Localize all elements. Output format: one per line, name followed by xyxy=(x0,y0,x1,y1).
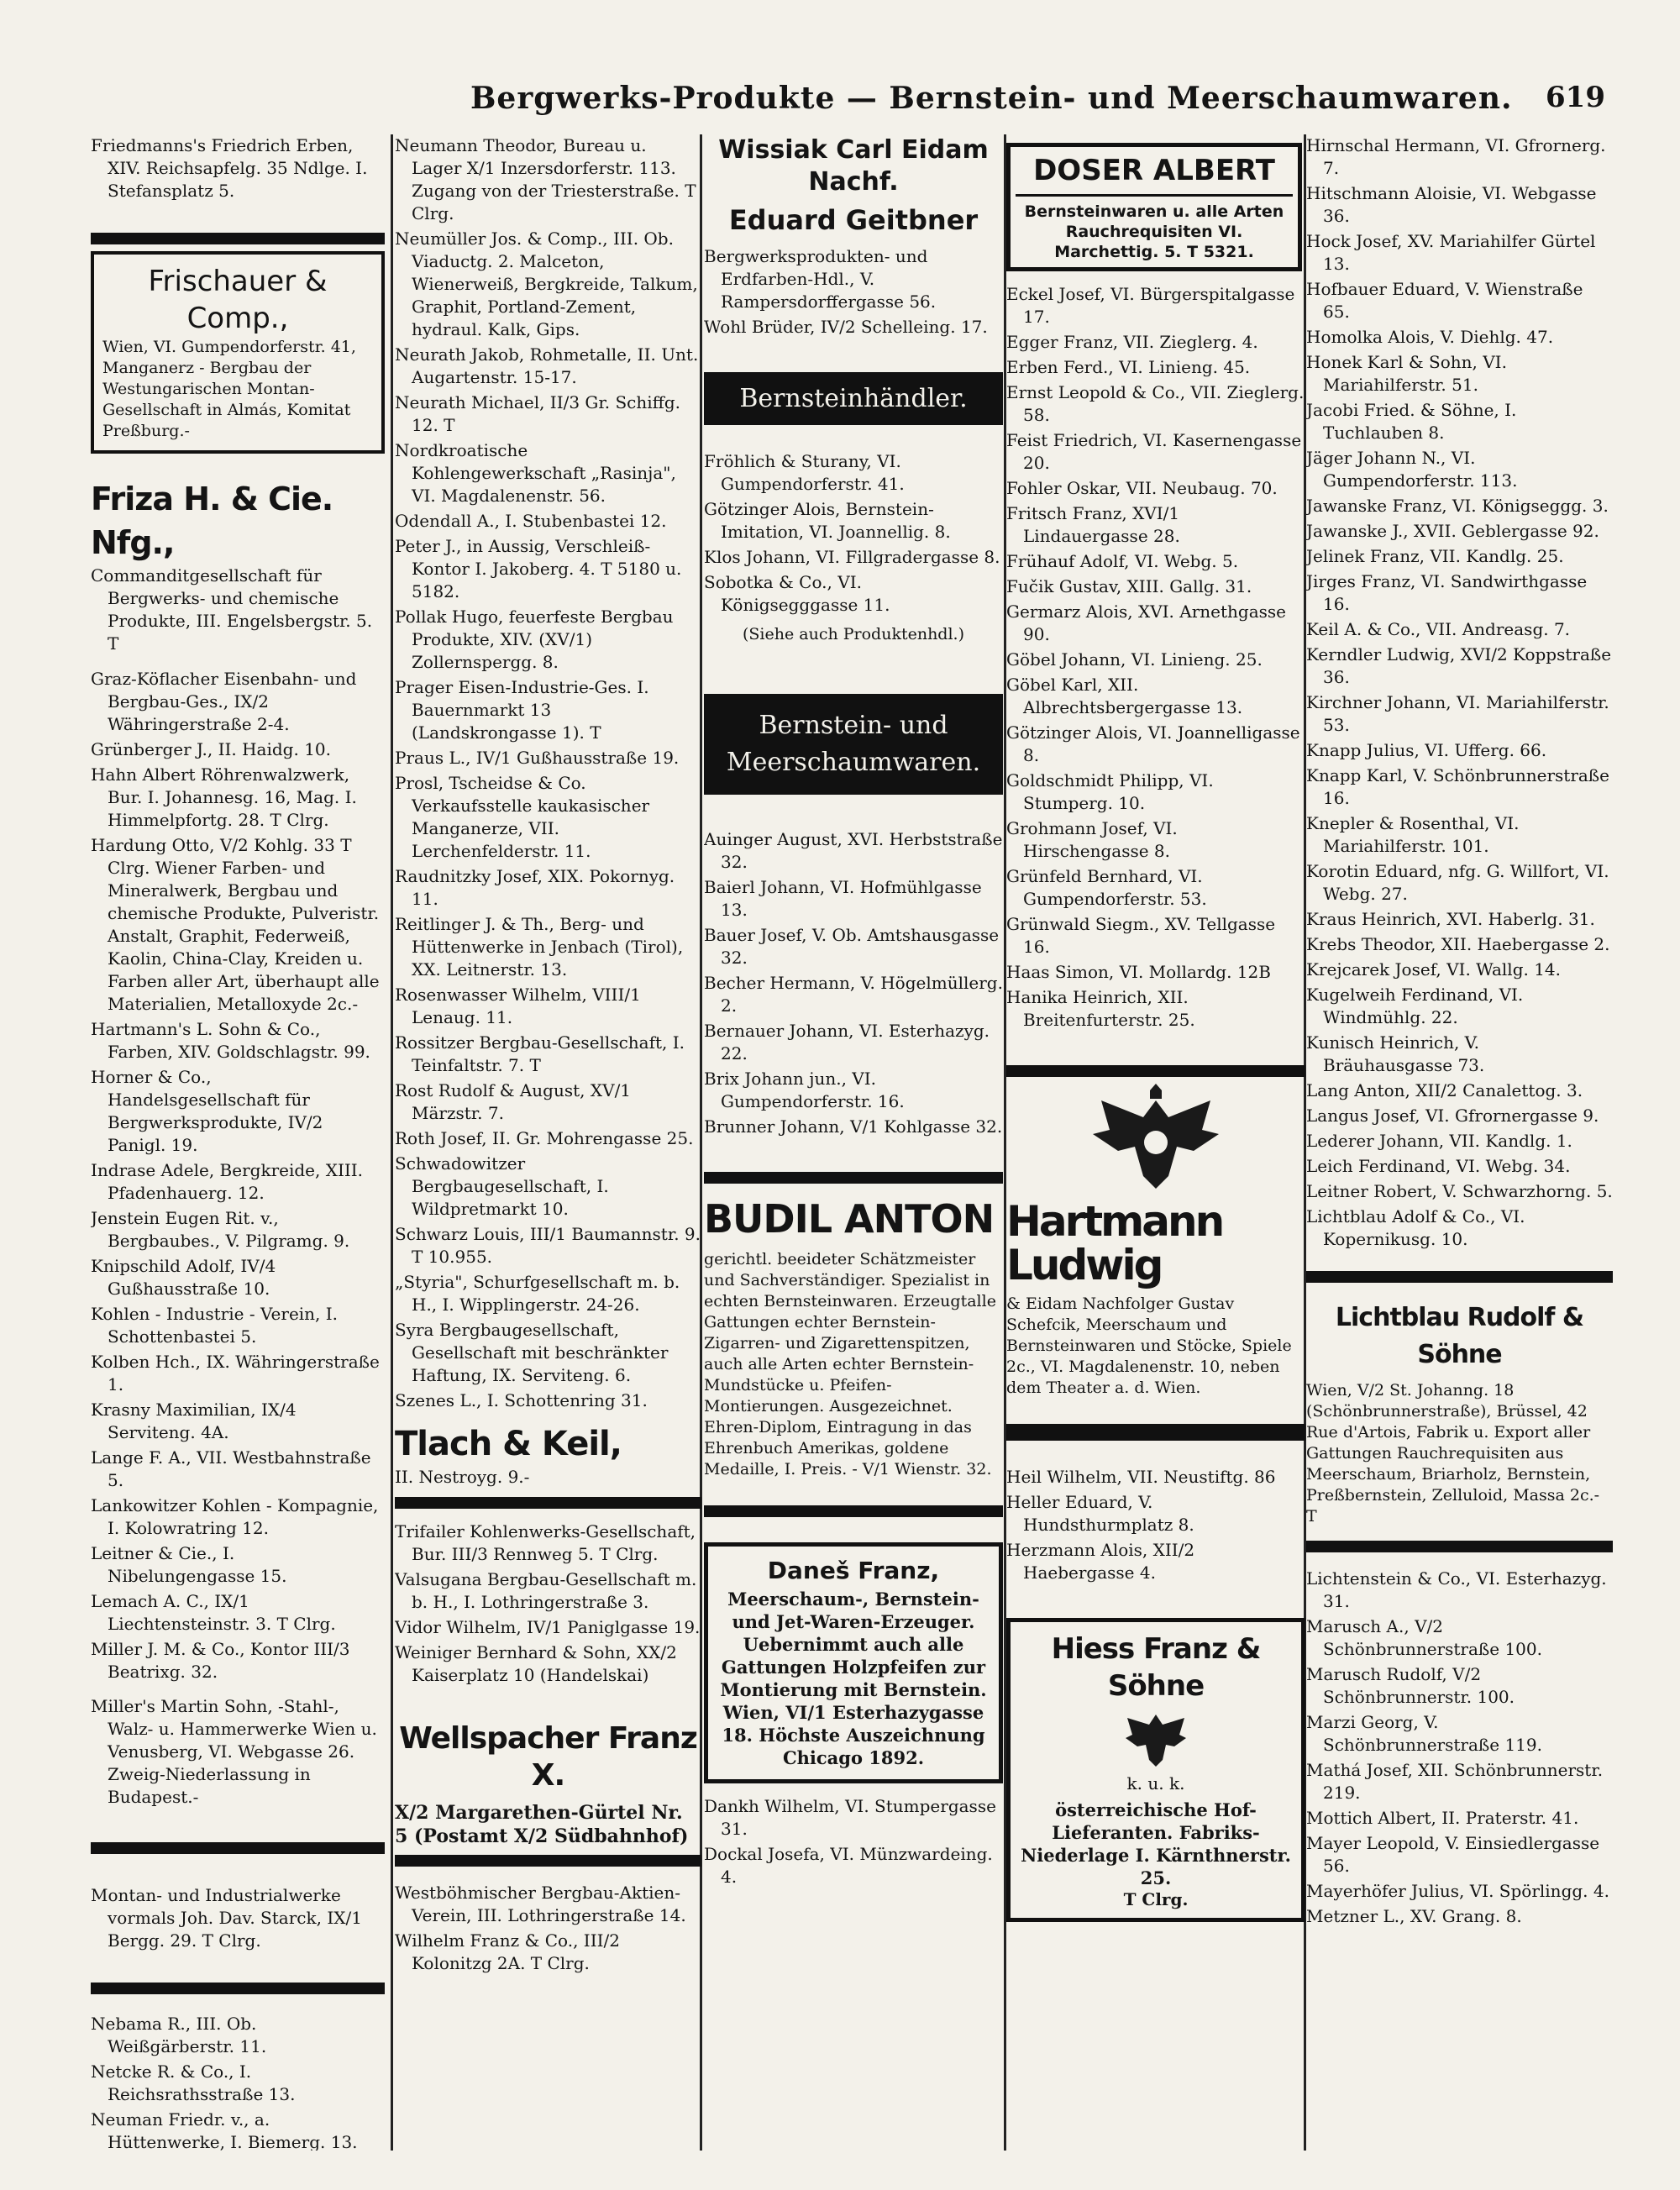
list-item: Grünfeld Bernhard, VI. Gumpendorferstr. 53. xyxy=(1006,866,1207,909)
ad-tlach-title: Tlach & Keil, xyxy=(395,1425,622,1463)
list-item: Klos Johann, VI. Fillgradergasse 8. xyxy=(704,547,1000,567)
list-item: Hitschmann Aloisie, VI. Webgasse 36. xyxy=(1306,183,1597,226)
list-item: Mottich Albert, II. Praterstr. 41. xyxy=(1306,1808,1579,1828)
list-item: Friedmanns's Friedrich Erben, XIV. Reichsapfelg. 35 Ndlge. I. Stefansplatz 5. xyxy=(91,135,368,201)
list-item: Auinger August, XVI. Herbststraße 32. xyxy=(704,829,1003,872)
list-item: Neumüller Jos. & Comp., III. Ob. Viaductg. 2. Malceton, Wienerweiß, Bergkreide, Talkum, Graphit, Portland-Zement, hydraul. Kalk, Gips. xyxy=(395,228,698,339)
list-item: Trifailer Kohlenwerks-Gesellschaft, Bur. III/3 Rennweg 5. T Clrg. xyxy=(395,1521,696,1564)
list-item: Lichtenstein & Co., VI. Esterhazyg. 31. xyxy=(1306,1568,1607,1611)
list-item: Hartmann's L. Sohn & Co., Farben, XIV. Goldschlagstr. 99. xyxy=(91,1019,370,1062)
list-item: Becher Hermann, V. Högelmüllerg. 2. xyxy=(704,973,1003,1016)
list-item: Leitner Robert, V. Schwarzhorng. 5. xyxy=(1306,1181,1613,1201)
section-heading-line: Bernstein- und xyxy=(759,711,948,740)
list-item: Krasny Maximilian, IX/4 Serviteng. 4A. xyxy=(91,1400,297,1442)
list-item: Knepler & Rosenthal, VI. Mariahilferstr. 101. xyxy=(1306,813,1520,856)
cross-reference-note: (Siehe auch Produktenhdl.) xyxy=(742,625,964,643)
list-item: Fohler Oskar, VII. Neubaug. 70. xyxy=(1006,478,1278,498)
ad-subtitle: Eduard Geitbner xyxy=(728,204,979,236)
section-heading: Bernsteinhändler. xyxy=(704,372,1003,425)
list-item: Lange F. A., VII. Westbahnstraße 5. xyxy=(91,1447,371,1490)
list-item: Wohl Brüder, IV/2 Schelleing. 17. xyxy=(704,317,988,337)
list-item: Bauer Josef, V. Ob. Amtshausgasse 32. xyxy=(704,925,1000,968)
list-item: Krebs Theodor, XII. Haebergasse 2. xyxy=(1306,934,1610,954)
list-item: Dockal Josefa, VI. Münzwardeing. 4. xyxy=(704,1844,993,1887)
column-5 xyxy=(1306,134,1613,2151)
ad-hiess xyxy=(1006,1618,1305,1922)
divider xyxy=(1306,1541,1613,1552)
list-item: Neumann Theodor, Bureau u. Lager X/1 Inzersdorferstr. 113. Zugang von der Triesterstraße. T Clrg. xyxy=(395,135,696,223)
list-item: Goldschmidt Philipp, VI. Stumperg. 10. xyxy=(1006,770,1214,813)
ad-text: österreichische Hof-Lieferanten. Fabriks-Niederlage I. Kärnthnerstr. 25. xyxy=(1021,1799,1291,1888)
list-item: Erben Ferd., VI. Linieng. 45. xyxy=(1006,357,1251,377)
list-item: Feist Friedrich, VI. Kasernengasse 20. xyxy=(1006,430,1302,473)
list-item: Brunner Johann, V/1 Kohlgasse 32. xyxy=(704,1116,1003,1137)
column-1 xyxy=(91,134,385,2151)
list-item: Eckel Josef, VI. Bürgerspitalgasse 17. xyxy=(1006,284,1295,327)
list-item: Korotin Eduard, nfg. G. Willfort, VI. Webg. 27. xyxy=(1306,861,1609,904)
list-item: Knapp Karl, V. Schönbrunnerstraße 16. xyxy=(1306,765,1609,808)
ad-rule xyxy=(91,233,385,244)
list-item: Kraus Heinrich, XVI. Haberlg. 31. xyxy=(1306,909,1595,929)
list-item: Jirges Franz, VI. Sandwirthgasse 16. xyxy=(1306,571,1588,614)
divider xyxy=(704,1172,1003,1184)
list-item: Mathá Josef, XII. Schönbrunnerstr. 219. xyxy=(1306,1760,1604,1803)
column-rule xyxy=(391,134,393,2151)
list-item: Kolben Hch., IX. Währingerstraße 1. xyxy=(91,1352,380,1394)
list-item: Keil A. & Co., VII. Andreasg. 7. xyxy=(1306,619,1571,639)
ad-text: Bernsteinwaren u. alle Arten Rauchrequisiten VI. Marchettig. 5. T 5321. xyxy=(1024,202,1284,261)
divider xyxy=(1306,1271,1613,1283)
list-item: Heller Eduard, V. Hundsthurmplatz 8. xyxy=(1006,1492,1194,1535)
list-item: Lederer Johann, VII. Kandlg. 1. xyxy=(1306,1131,1572,1151)
list-item: Homolka Alois, V. Diehlg. 47. xyxy=(1306,327,1554,347)
page-number: 619 xyxy=(1546,81,1605,114)
list-item: Wilhelm Franz & Co., III/2 Kolonitzg 2A. T Clrg. xyxy=(395,1930,620,1973)
list-item: Syra Bergbaugesellschaft, Gesellschaft mit beschränkter Haftung, IX. Serviteng. 6. xyxy=(395,1320,669,1385)
list-item: Raudnitzky Josef, XIX. Pokornyg. 11. xyxy=(395,866,675,909)
ad-title: Wellspacher Franz X. xyxy=(399,1721,697,1793)
list-item: Miller J. M. & Co., Kontor III/3 Beatrixg. 32. xyxy=(91,1639,350,1682)
list-item: Westböhmischer Bergbau-Aktien-Verein, III. Lothringerstraße 14. xyxy=(395,1883,686,1925)
list-item: Peter J., in Aussig, Verschleiß-Kontor I. Jakoberg. 4. T 5180 u. 5182. xyxy=(395,536,682,601)
list-item: Odendall A., I. Stubenbastei 12. xyxy=(395,511,667,531)
list-item: Hirnschal Hermann, VI. Gfrornerg. 7. xyxy=(1306,135,1606,178)
list-item: Roth Josef, II. Gr. Mohrengasse 25. xyxy=(395,1128,694,1148)
list-item: Jenstein Eugen Rit. v., Bergbaubes., V. Pilgramg. 9. xyxy=(91,1208,350,1251)
list-item: Grohmann Josef, VI. Hirschengasse 8. xyxy=(1006,818,1178,861)
list-item: Fritsch Franz, XVI/1 Lindauergasse 28. xyxy=(1006,503,1180,546)
list-item: Knipschild Adolf, IV/4 Gußhausstraße 10. xyxy=(91,1256,276,1299)
ad-title: Hiess Franz & Söhne xyxy=(1051,1632,1261,1703)
list-item: Vidor Wilhelm, IV/1 Paniglgasse 19. xyxy=(395,1617,701,1637)
ad-lichtblau-text: Wien, V/2 St. Johanng. 18 (Schönbrunnerstraße), Brüssel, 42 Rue d'Artois, Fabrik u. Export aller Gattungen Rauchrequisiten aus Meerschaum, Briarholz, Bernstein, Preßbernstein, Zelluloid, Massa 2c.- T xyxy=(1306,1381,1600,1526)
list-item: Grünberger J., II. Haidg. 10. xyxy=(91,739,331,759)
ad-title: Wissiak Carl Eidam Nachf. xyxy=(718,135,989,197)
ad-text: X/2 Margarethen-Gürtel Nr. 5 (Postamt X/2 Südbahnhof) xyxy=(395,1802,689,1847)
divider xyxy=(1006,1065,1305,1077)
list-item: Prager Eisen-Industrie-Ges. I. Bauernmarkt 13 (Landskrongasse 1). T xyxy=(395,677,649,743)
list-item: Honek Karl & Sohn, VI. Mariahilferstr. 51. xyxy=(1306,352,1507,395)
list-item: Pollak Hugo, feuerfeste Bergbau Produkte, XIV. (XV/1) Zollernspergg. 8. xyxy=(395,607,674,672)
list-item: Schwarz Louis, III/1 Baumannstr. 9. T 10.955. xyxy=(395,1224,701,1267)
list-item: Knapp Julius, VI. Ufferg. 66. xyxy=(1306,740,1547,760)
ad-wissiak xyxy=(704,134,1003,237)
list-item: Nebama R., III. Ob. Weißgärberstr. 11. xyxy=(91,2014,267,2056)
list-item: Lang Anton, XII/2 Canalettog. 3. xyxy=(1306,1080,1583,1100)
list-item: Bernauer Johann, VI. Esterhazyg. 22. xyxy=(704,1021,990,1063)
list-item: Rosenwasser Wilhelm, VIII/1 Lenaug. 11. xyxy=(395,985,641,1027)
list-item: Nordkroatische Kohlengewerkschaft „Rasinja", VI. Magdalenenstr. 56. xyxy=(395,440,676,506)
list-item: Kunisch Heinrich, V. Bräuhausgasse 73. xyxy=(1306,1032,1485,1075)
list-item: Lichtblau Adolf & Co., VI. Kopernikusg. 10. xyxy=(1306,1206,1525,1249)
list-item: Mayerhöfer Julius, VI. Spörlingg. 4. xyxy=(1306,1881,1609,1901)
list-item: Marzi Georg, V. Schönbrunnerstraße 119. xyxy=(1306,1712,1542,1755)
list-item: Praus L., IV/1 Gußhausstraße 19. xyxy=(395,748,680,768)
ad-hartmann-title: Hartmann Ludwig xyxy=(1006,1197,1223,1289)
list-item: Szenes L., I. Schottenring 31. xyxy=(395,1390,648,1410)
list-item: Commanditgesellschaft für Bergwerks- und chemische Produkte, III. Engelsbergstr. 5. T xyxy=(91,565,373,654)
ad-rule xyxy=(395,1855,701,1867)
list-item: Germarz Alois, XVI. Arnethgasse 90. xyxy=(1006,601,1286,644)
ad-budil-text: gerichtl. beeideter Schätzmeister und Sachverständiger. Spezialist in echten Bernsteinwaren. Erzeugtalle Gattungen echter Bernstein-Zigarren- und Zigarettenspitzen, auch alle Arten echter Bernstein-Mundstücke u. Pfeifen-Montierungen. Ausgezeichnet. Ehren-Diplom, Eintragung in das Ehrenbuch Amerikas, goldene Medaille, I. Preis. - V/1 Wienstr. 32. xyxy=(704,1250,996,1478)
list-item: Heil Wilhelm, VII. Neustiftg. 86 xyxy=(1006,1467,1276,1487)
list-item: Krejcarek Josef, VI. Wallg. 14. xyxy=(1306,959,1562,979)
section-heading-line: Meerschaumwaren. xyxy=(726,748,981,777)
ad-doser xyxy=(1006,143,1302,271)
list-item: Schwadowitzer Bergbaugesellschaft, I. Wildpretmarkt 10. xyxy=(395,1153,609,1219)
list-item: Haas Simon, VI. Mollardg. 12B xyxy=(1006,962,1271,982)
list-item: Hanika Heinrich, XII. Breitenfurterstr. 25. xyxy=(1006,987,1195,1030)
list-item: Neurath Jakob, Rohmetalle, II. Unt. Augartenstr. 15-17. xyxy=(395,344,699,387)
list-item: Grünwald Siegm., XV. Tellgasse 16. xyxy=(1006,914,1276,957)
list-item: Jawanske J., XVII. Geblergasse 92. xyxy=(1306,521,1599,541)
ad-budil-title: BUDIL ANTON xyxy=(704,1196,995,1242)
list-item: Hahn Albert Röhrenwalzwerk, Bur. I. Johannesg. 16, Mag. I. Himmelpfortg. 28. T Clrg. xyxy=(91,764,357,830)
ad-title: DOSER ALBERT xyxy=(1016,152,1293,197)
ad-title: Daneš Franz, xyxy=(767,1557,940,1584)
ad-ku: k. u. k. xyxy=(1126,1773,1185,1793)
list-item: Lankowitzer Kohlen - Kompagnie, I. Kolowratring 12. xyxy=(91,1495,379,1538)
ad-title: Frischauer & Comp., xyxy=(148,265,328,335)
list-item: Göbel Karl, XII. Albrechtsbergergasse 13. xyxy=(1006,675,1243,717)
list-item: Kohlen - Industrie - Verein, I. Schottenbastei 5. xyxy=(91,1304,339,1347)
double-eagle-crest-icon xyxy=(1084,1084,1227,1193)
section-heading xyxy=(704,694,1003,795)
list-item: Weiniger Bernhard & Sohn, XX/2 Kaiserplatz 10 (Handelskai) xyxy=(395,1642,677,1685)
ad-telephone: T Clrg. xyxy=(1123,1889,1189,1909)
divider xyxy=(91,1842,385,1854)
list-item: Prosl, Tscheidse & Co. Verkaufsstelle kaukasischer Manganerze, VII. Lerchenfelderstr. 11. xyxy=(395,773,650,861)
divider xyxy=(704,1505,1003,1517)
list-item: Miller's Martin Sohn, -Stahl-, Walz- u. Hammerwerke Wien u. Venusberg, VI. Webgasse 26. Zweig-Niederlassung in Budapest.- xyxy=(91,1696,377,1807)
column-3 xyxy=(704,134,1003,2151)
list-item: Rossitzer Bergbau-Gesellschaft, I. Teinfaltstr. 7. T xyxy=(395,1032,685,1075)
list-item: Sobotka & Co., VI. Königsegggasse 11. xyxy=(704,572,890,615)
list-item: Reitlinger J. & Th., Berg- und Hüttenwerke in Jenbach (Tirol), XX. Leitnerstr. 13. xyxy=(395,914,684,979)
list-item: Jacobi Fried. & Söhne, I. Tuchlauben 8. xyxy=(1306,400,1517,443)
list-item: Marusch Rudolf, V/2 Schönbrunnerstr. 100. xyxy=(1306,1664,1515,1707)
list-item: Jelinek Franz, VII. Kandlg. 25. xyxy=(1306,546,1564,566)
list-item: Herzmann Alois, XII/2 Haebergasse 4. xyxy=(1006,1540,1195,1583)
list-item: Leitner & Cie., I. Nibelungengasse 15. xyxy=(91,1543,287,1586)
list-item: Fröhlich & Sturany, VI. Gumpendorferstr. 41. xyxy=(704,451,905,494)
divider xyxy=(1006,1424,1305,1441)
list-item: Lemach A. C., IX/1 Liechtensteinstr. 3. T Clrg. xyxy=(91,1591,336,1634)
list-item: Netcke R. & Co., I. Reichsrathsstraße 13. xyxy=(91,2061,296,2104)
list-item: Hock Josef, XV. Mariahilfer Gürtel 13. xyxy=(1306,231,1596,274)
list-item: Göbel Johann, VI. Linieng. 25. xyxy=(1006,649,1263,670)
list-item: Graz-Köflacher Eisenbahn- und Bergbau-Ges., IX/2 Währingerstraße 2-4. xyxy=(91,669,357,734)
list-item: Marusch A., V/2 Schönbrunnerstraße 100. xyxy=(1306,1616,1542,1659)
list-item: Neuman Friedr. v., a. Hüttenwerke, I. Biemerg. 13. xyxy=(91,2109,358,2151)
ad-friza-title: Friza H. & Cie. Nfg., xyxy=(91,481,333,561)
ad-frischauer xyxy=(91,233,385,454)
list-item: Frühauf Adolf, VI. Webg. 5. xyxy=(1006,551,1239,571)
list-item: Kerndler Ludwig, XVI/2 Koppstraße 36. xyxy=(1306,644,1612,687)
list-item: Metzner L., XV. Grang. 8. xyxy=(1306,1906,1522,1926)
imperial-eagle-icon xyxy=(1122,1709,1189,1768)
list-item: Neurath Michael, II/3 Gr. Schiffg. 12. T xyxy=(395,392,681,435)
list-item: Baierl Johann, VI. Hofmühlgasse 13. xyxy=(704,877,982,920)
list-item: Jäger Johann N., VI. Gumpendorferstr. 113. xyxy=(1306,448,1518,491)
list-item: Kirchner Johann, VI. Mariahilferstr. 53. xyxy=(1306,692,1609,735)
running-title: Bergwerks-Produkte — Bernstein- und Meerschaumwaren. xyxy=(470,81,1513,116)
divider xyxy=(91,1983,385,1994)
list-item: Kugelweih Ferdinand, VI. Windmühlg. 22. xyxy=(1306,985,1524,1027)
list-item: Jawanske Franz, VI. Königseggg. 3. xyxy=(1306,496,1609,516)
ad-lichtblau-title: Lichtblau Rudolf & Söhne xyxy=(1335,1303,1584,1369)
list-item: Indrase Adele, Bergkreide, XIII. Pfadenhauerg. 12. xyxy=(91,1160,364,1203)
list-item: Horner & Co., Handelsgesellschaft für Bergwerksprodukte, IV/2 Panigl. 19. xyxy=(91,1067,323,1155)
list-item: Egger Franz, VII. Zieglerg. 4. xyxy=(1006,332,1258,352)
ad-hartmann-text: & Eidam Nachfolger Gustav Schefcik, Meerschaum und Bernsteinwaren und Stöcke, Spiele 2c., VI. Magdalenenstr. 10, neben dem Theater a. d. Wien. xyxy=(1006,1295,1292,1397)
list-item: Montan- und Industrialwerke vormals Joh. Dav. Starck, IX/1 Bergg. 29. T Clrg. xyxy=(91,1885,362,1951)
list-item: Dankh Wilhelm, VI. Stumpergasse 31. xyxy=(704,1796,996,1839)
list-item: Mayer Leopold, V. Einsiedlergasse 56. xyxy=(1306,1833,1600,1876)
list-item: Langus Josef, VI. Gfrornergasse 9. xyxy=(1306,1106,1599,1126)
list-item: Hofbauer Eduard, V. Wienstraße 65. xyxy=(1306,279,1583,322)
ad-danes xyxy=(704,1542,1003,1783)
list-item: Leich Ferdinand, VI. Webg. 34. xyxy=(1306,1156,1571,1176)
list-item: Götzinger Alois, VI. Joannelligasse 8. xyxy=(1006,722,1300,765)
page-header xyxy=(0,81,1680,128)
column-2 xyxy=(395,134,701,2151)
list-item: Brix Johann jun., VI. Gumpendorferstr. 16. xyxy=(704,1069,905,1111)
divider xyxy=(395,1497,701,1509)
list-item: Götzinger Alois, Bernstein-Imitation, VI. Joannellig. 8. xyxy=(704,499,951,542)
ad-text: Meerschaum-, Bernstein- und Jet-Waren-Erzeuger. Uebernimmt auch alle Gattungen Holzpfeifen zur Montierung mit Bernstein. Wien, VI/1 Esterhazygasse 18. Höchste Auszeichnung Chicago 1892. xyxy=(720,1589,987,1768)
list-item: Valsugana Bergbau-Gesellschaft m. b. H., I. Lothringerstraße 3. xyxy=(395,1569,697,1612)
list-item: Ernst Leopold & Co., VII. Zieglerg. 58. xyxy=(1006,382,1305,425)
list-item: „Styria", Schurfgesellschaft m. b. H., I. Wipplingerstr. 24-26. xyxy=(395,1272,680,1315)
list-item: Fučik Gustav, XIII. Gallg. 31. xyxy=(1006,576,1252,596)
list-item: II. Nestroyg. 9.- xyxy=(395,1467,530,1487)
column-4 xyxy=(1006,134,1305,2151)
list-item: Bergwerksprodukten- und Erdfarben-Hdl., V. Rampersdorffergasse 56. xyxy=(704,246,937,312)
list-item: Hardung Otto, V/2 Kohlg. 33 T Clrg. Wiener Farben- und Mineralwerk, Bergbau und chemische Produkte, Pulveristr. Anstalt, Graphit, Federweiß, Kaolin, China-Clay, Kreiden u. Farben aller Art, überhaupt alle Materialien, Metalloxyde 2c.- xyxy=(91,835,380,1014)
ad-wellspacher xyxy=(395,1720,701,1867)
list-item: Rost Rudolf & August, XV/1 Märzstr. 7. xyxy=(395,1080,632,1123)
ad-text: Wien, VI. Gumpendorferstr. 41, Manganerz - Bergbau der Westungarischen Montan-Gesellschaft in Almás, Komitat Preßburg.- xyxy=(102,338,356,440)
